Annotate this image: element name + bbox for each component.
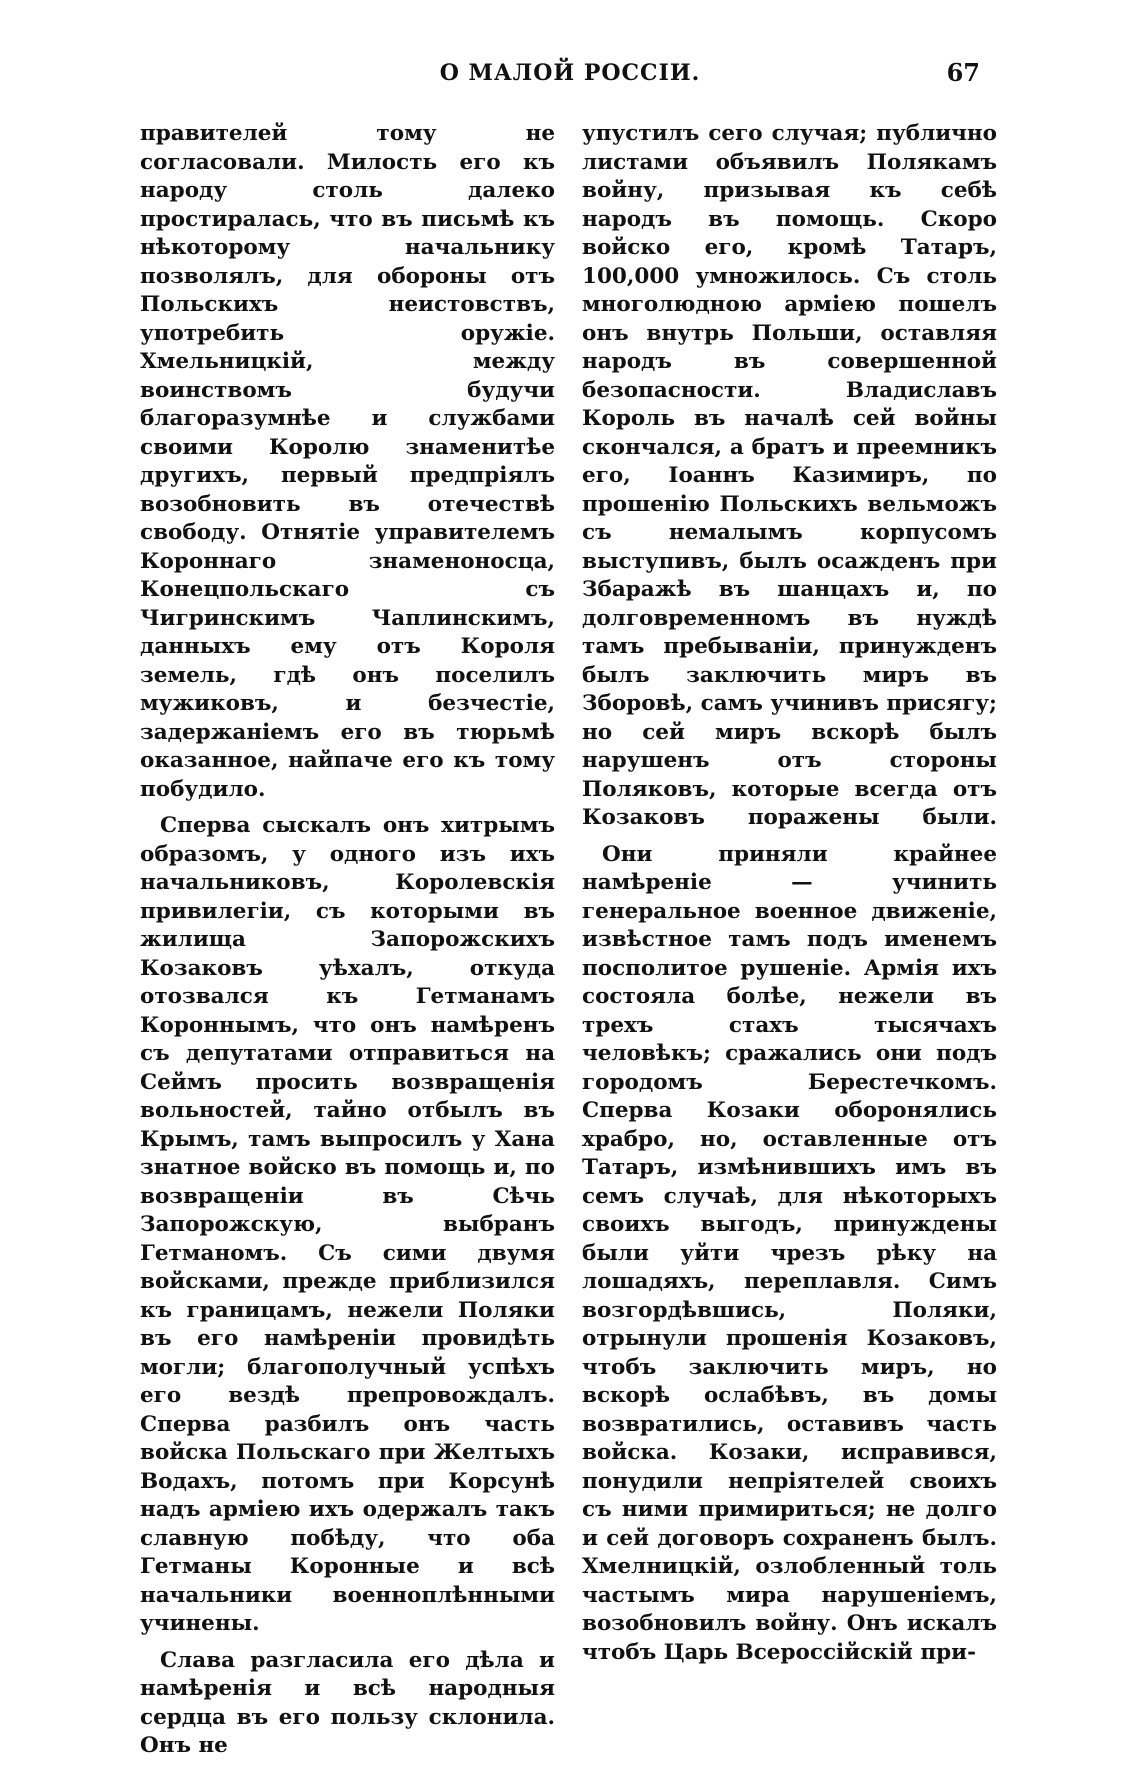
paragraph: Сперва сыскалъ онъ хитрымъ образомъ, у одного изъ ихъ начальниковъ, Королевскія привилегіи, съ которыми въ жилища Запорожскихъ Козаковъ уѣхалъ, откуда отозвался къ Гетманамъ Короннымъ, что онъ намѣренъ съ депутатами отправиться на Сеймъ просить возвращенія вольностей, тайно отбылъ въ Крымъ, тамъ выпросилъ у Хана знатное войско въ помощь и, по возвращеніи въ Сѣчь Запорожскую, выбранъ Гетманомъ. Съ сими двумя войсками, прежде приблизился къ границамъ, нежели Поляки въ его намѣреніи провидѣть могли; благополучный успѣхъ его вездѣ препровождалъ. Сперва разбилъ онъ часть войска Польскаго при Желтыхъ Водахъ, потомъ при Корсунѣ надъ арміею ихъ одержалъ такъ славную побѣду, что оба Гетманы Коронные и всѣ начальники военноплѣнными учинены. bbox=[140, 813, 555, 1636]
paragraph: Слава разгласила его дѣла и намѣренія и всѣ народныя сердца въ его пользу склонила. Онъ не bbox=[140, 1647, 555, 1758]
left-column bbox=[140, 120, 555, 1769]
paragraph: Они приняли крайнее намѣреніе — учинить генеральное военное движеніе, извѣстное тамъ подъ именемъ посполитое рушеніе. Армія ихъ состояла болѣе, нежели въ трехъ стахъ тысячахъ человѣкъ; сражались они подъ городомъ Берестечкомъ. Сперва Козаки оборонялись храбро, но, оставленные отъ Татаръ, измѣнившихъ имъ въ семъ случаѣ, для нѣкоторыхъ своихъ выгодъ, принуждены были уйти чрезъ рѣку на лошадяхъ, переплавля. Симъ возгордѣвшись, Поляки, отрынули прошенія Козаковъ, чтобъ заключить миръ, но вскорѣ ослабѣвъ, въ домы возвратились, оставивъ часть войска. Козаки, исправився, понудили непріятелей своихъ съ ними примириться; не долго и сей договоръ сохраненъ былъ. Хмелницкій, озлобленный толь частымъ мира нарушеніемъ, возобновилъ войну. Онъ искалъ чтобъ Царь Всероссійскій при- bbox=[582, 841, 997, 1665]
right-column bbox=[582, 120, 997, 1675]
running-header: О МАЛОЙ РОССІИ. bbox=[439, 60, 701, 86]
paragraph: правителей тому не согласовали. Милость его къ народу столь далеко простиралась, что въ письмѣ къ нѣкоторому начальнику позволялъ, для обороны отъ Польскихъ неистовствъ, употребить оружіе. Хмельницкій, между воинствомъ будучи благоразумнѣе и службами своими Королю знаменитѣе другихъ, первый предпріялъ возобновить въ отечествѣ свободу. Отнятіе управителемъ Короннаго знаменоносца, Конецпольскаго съ Чигринскимъ Чаплинскимъ, данныхъ ему отъ Короля земель, гдѣ онъ поселилъ мужиковъ, и безчестіе, задержаніемъ его въ тюрьмѣ оказанное, найпаче его къ тому побудило. bbox=[140, 121, 555, 802]
page-number: 67 bbox=[946, 58, 980, 87]
paragraph: упустилъ сего случая; публично листами объявилъ Полякамъ войну, призывая къ себѣ народъ въ помощь. Скоро войско его, кромѣ Татаръ, 100,000 умножилось. Съ столь многолюдною арміею пошелъ онъ внутрь Польши, оставляя народъ въ совершенной безопасности. Владиславъ Король въ началѣ сей войны скончался, а братъ и преемникъ его, Іоаннъ Казимиръ, по прошенію Польскихъ вельможъ съ немалымъ корпусомъ выступивъ, былъ осажденъ при Збаражѣ въ шанцахъ и, по долговременномъ въ нуждѣ тамъ пребываніи, принужденъ былъ заключить миръ въ Зборовѣ, самъ учинивъ присягу; но сей миръ вскорѣ былъ нарушенъ отъ стороны Поляковъ, которые всегда отъ Козаковъ поражены были. bbox=[582, 121, 997, 830]
